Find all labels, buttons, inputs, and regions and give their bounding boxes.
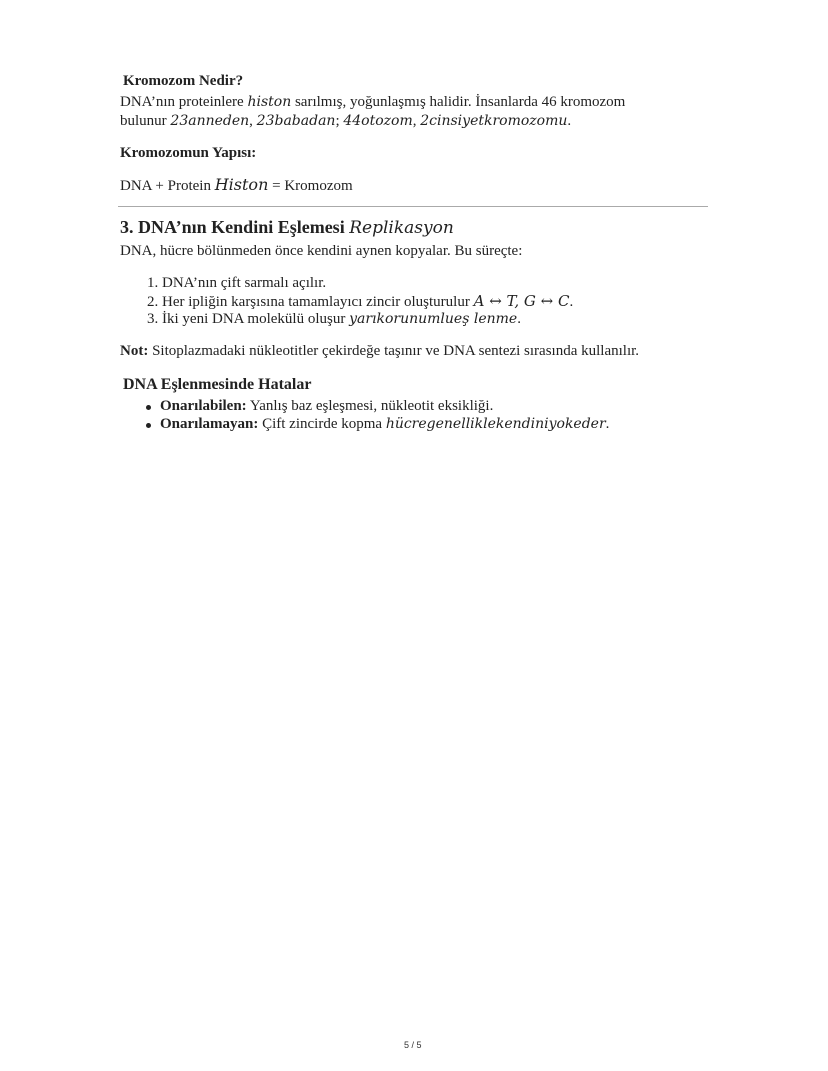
math-text: Histon bbox=[214, 175, 269, 194]
text: 3. DNA’nın Kendini Eşlemesi bbox=[120, 217, 350, 237]
text: , bbox=[249, 113, 257, 129]
text: DNA’nın proteinlere bbox=[120, 94, 248, 110]
step-item bbox=[147, 310, 521, 328]
text: . bbox=[605, 416, 610, 432]
text: Yanlış baz eşleşmesi, nükleotit eksikliği. bbox=[246, 398, 494, 414]
item-label: Onarılabilen: bbox=[160, 398, 247, 414]
step-item: 1. DNA’nın çift sarmalı açılır. bbox=[147, 275, 327, 291]
yapi-formula bbox=[120, 176, 353, 195]
text: = Kromozom bbox=[268, 178, 353, 194]
math-text: hücregenelliklekendiniyokeder bbox=[385, 416, 606, 432]
list-item bbox=[160, 415, 609, 433]
text: ; bbox=[335, 113, 344, 129]
text: 2. Her ipliğin karşısına tamamlayıcı zincir oluşturulur bbox=[147, 294, 474, 310]
text: DNA + Protein bbox=[120, 178, 215, 194]
item-label: Onarılamayan: bbox=[160, 416, 259, 432]
text: Çift zincirde kopma bbox=[258, 416, 386, 432]
replikasyon-intro: DNA, hücre bölünmeden önce kendini aynen kopyalar. Bu süreçte: bbox=[120, 243, 523, 259]
note-label: Not: bbox=[120, 343, 149, 359]
section-divider bbox=[118, 206, 708, 207]
replikasyon-heading bbox=[120, 218, 454, 237]
page-number: 5 / 5 bbox=[404, 1040, 422, 1050]
math-text: Replikasyon bbox=[349, 218, 454, 238]
text: . bbox=[569, 294, 574, 310]
math-text: yarıkorunumlueş lenme bbox=[349, 311, 518, 327]
math-text: 2cinsiyetkromozomu bbox=[420, 113, 568, 129]
bullet-icon bbox=[146, 423, 151, 428]
math-text: A ↔ T, G ↔ C bbox=[473, 292, 570, 310]
text: sarılmış, yoğunlaşmış halidir. İnsanlarda 46 kromozom bbox=[291, 94, 626, 110]
yapi-heading: Kromozomun Yapısı: bbox=[120, 145, 257, 161]
kromozom-heading: Kromozom Nedir? bbox=[123, 73, 244, 89]
list-item bbox=[160, 397, 493, 415]
text: . bbox=[517, 311, 521, 327]
text: , bbox=[412, 113, 421, 129]
math-text: 23babadan bbox=[256, 113, 336, 129]
text: 3. İki yeni DNA molekülü oluşur bbox=[147, 311, 350, 327]
note bbox=[120, 342, 639, 360]
text: bulunur bbox=[120, 113, 171, 129]
math-text: 23anneden bbox=[170, 113, 250, 129]
text: Sitoplazmadaki nükleotitler çekirdeğe taşınır ve DNA sentezi sırasında kullanılır. bbox=[148, 343, 640, 359]
math-text: histon bbox=[247, 94, 292, 110]
hatalar-heading: DNA Eşlenmesinde Hatalar bbox=[123, 376, 312, 393]
kromozom-paragraph-line1 bbox=[120, 93, 625, 111]
math-text: 44otozom bbox=[343, 113, 413, 129]
kromozom-paragraph-line2 bbox=[120, 112, 571, 130]
text: . bbox=[567, 113, 572, 129]
step-item bbox=[147, 292, 573, 311]
bullet-icon bbox=[146, 405, 151, 410]
